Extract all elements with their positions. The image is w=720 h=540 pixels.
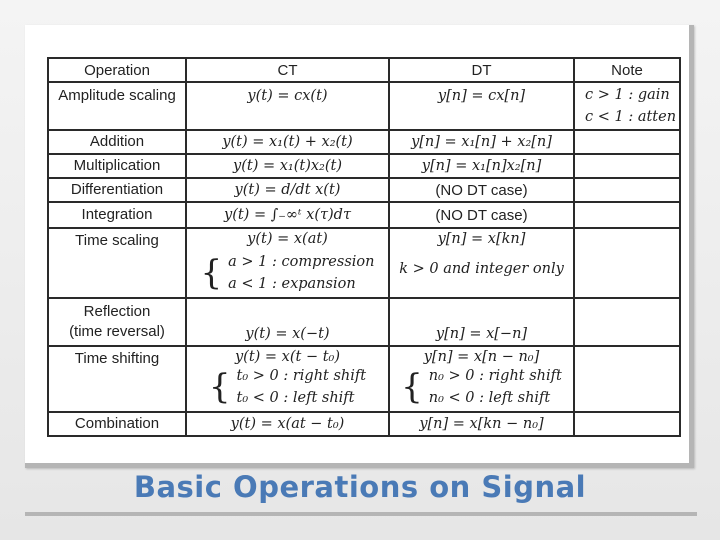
cases-list bbox=[429, 365, 562, 409]
dt-cell-content bbox=[390, 347, 573, 409]
table-row bbox=[48, 412, 680, 436]
dt-note: k > 0 and integer only bbox=[399, 261, 564, 277]
dt-formula: y[n] = x[−n] bbox=[389, 298, 574, 346]
ct-formula: y(t) = x(at − t₀) bbox=[186, 412, 389, 436]
table-row bbox=[48, 130, 680, 154]
dt-cell bbox=[389, 346, 574, 412]
row-label: Multiplication bbox=[48, 154, 186, 178]
table-row bbox=[48, 178, 680, 202]
note-cell bbox=[574, 154, 680, 178]
ct-formula: y(t) = x₁(t) + x₂(t) bbox=[186, 130, 389, 154]
header-ct: CT bbox=[186, 58, 389, 82]
ct-formula: y(t) = cx(t) bbox=[186, 82, 389, 130]
table-row bbox=[48, 228, 680, 298]
table-row bbox=[48, 202, 680, 228]
cases-list bbox=[228, 251, 374, 295]
bottom-divider bbox=[25, 512, 697, 516]
case-compression: a > 1 : compression bbox=[228, 254, 375, 270]
ct-cases bbox=[201, 251, 375, 295]
dt-cell bbox=[389, 228, 574, 298]
ct-formula: y(t) = x(t − t₀) bbox=[234, 349, 341, 365]
dt-cases bbox=[401, 365, 562, 409]
case-left-shift: n₀ < 0 : left shift bbox=[428, 390, 551, 406]
table-row bbox=[48, 346, 680, 412]
dt-cell-content bbox=[390, 229, 573, 277]
header-row bbox=[48, 58, 680, 82]
row-label: Time scaling bbox=[48, 228, 186, 298]
table-row bbox=[48, 154, 680, 178]
case-left-shift: t₀ < 0 : left shift bbox=[236, 390, 355, 406]
row-label: Combination bbox=[48, 412, 186, 436]
dt-formula: y[n] = x₁[n]x₂[n] bbox=[389, 154, 574, 178]
row-label: Amplitude scaling bbox=[48, 82, 186, 130]
row-label: Integration bbox=[48, 202, 186, 228]
ct-formula: y(t) = x₁(t)x₂(t) bbox=[186, 154, 389, 178]
ct-cell-content bbox=[187, 229, 388, 295]
ct-cases bbox=[209, 365, 366, 409]
ct-formula: y(t) = d/dt x(t) bbox=[186, 178, 389, 202]
dt-formula: y[n] = x[n − n₀] bbox=[423, 349, 540, 365]
ct-formula: y(t) = x(−t) bbox=[186, 298, 389, 346]
row-label-cell bbox=[48, 298, 186, 346]
dt-formula: y[n] = x[kn − n₀] bbox=[389, 412, 574, 436]
note-atten: c < 1 : atten bbox=[585, 109, 677, 125]
slide-title: Basic Operations on Signal bbox=[133, 470, 587, 504]
note-cell bbox=[574, 298, 680, 346]
note-cell bbox=[574, 82, 680, 130]
row-label: Addition bbox=[48, 130, 186, 154]
cases-list bbox=[237, 365, 367, 409]
table-row bbox=[48, 298, 680, 346]
note-cell bbox=[574, 346, 680, 412]
header-dt: DT bbox=[389, 58, 574, 82]
note-cell bbox=[574, 178, 680, 202]
brace-icon: { bbox=[200, 253, 223, 293]
row-sublabel: (time reversal) bbox=[69, 323, 165, 340]
table-row bbox=[48, 82, 680, 130]
operations-table bbox=[47, 57, 681, 437]
header-note: Note bbox=[574, 58, 680, 82]
case-right-shift: t₀ > 0 : right shift bbox=[236, 368, 367, 384]
case-expansion: a < 1 : expansion bbox=[228, 276, 356, 292]
brace-icon: { bbox=[208, 367, 231, 407]
dt-formula: y[n] = cx[n] bbox=[389, 82, 574, 130]
note-cell bbox=[574, 412, 680, 436]
ct-cell bbox=[186, 228, 389, 298]
dt-formula: (NO DT case) bbox=[389, 202, 574, 228]
ct-formula: y(t) = x(at) bbox=[247, 231, 328, 247]
note-cell bbox=[574, 130, 680, 154]
ct-cell bbox=[186, 346, 389, 412]
dt-formula: (NO DT case) bbox=[389, 178, 574, 202]
dt-formula: y[n] = x₁[n] + x₂[n] bbox=[389, 130, 574, 154]
note-cell bbox=[574, 202, 680, 228]
row-label: Differentiation bbox=[48, 178, 186, 202]
header-operation: Operation bbox=[48, 58, 186, 82]
row-label: Reflection bbox=[83, 303, 151, 320]
ct-cell-content bbox=[187, 347, 388, 409]
case-right-shift: n₀ > 0 : right shift bbox=[428, 368, 562, 384]
dt-formula: y[n] = x[kn] bbox=[437, 231, 526, 247]
note-cell bbox=[574, 228, 680, 298]
row-label: Time shifting bbox=[48, 346, 186, 412]
ct-formula: y(t) = ∫₋∞ᵗ x(τ)dτ bbox=[186, 202, 389, 228]
note-gain: c > 1 : gain bbox=[585, 87, 670, 103]
brace-icon: { bbox=[401, 367, 423, 407]
